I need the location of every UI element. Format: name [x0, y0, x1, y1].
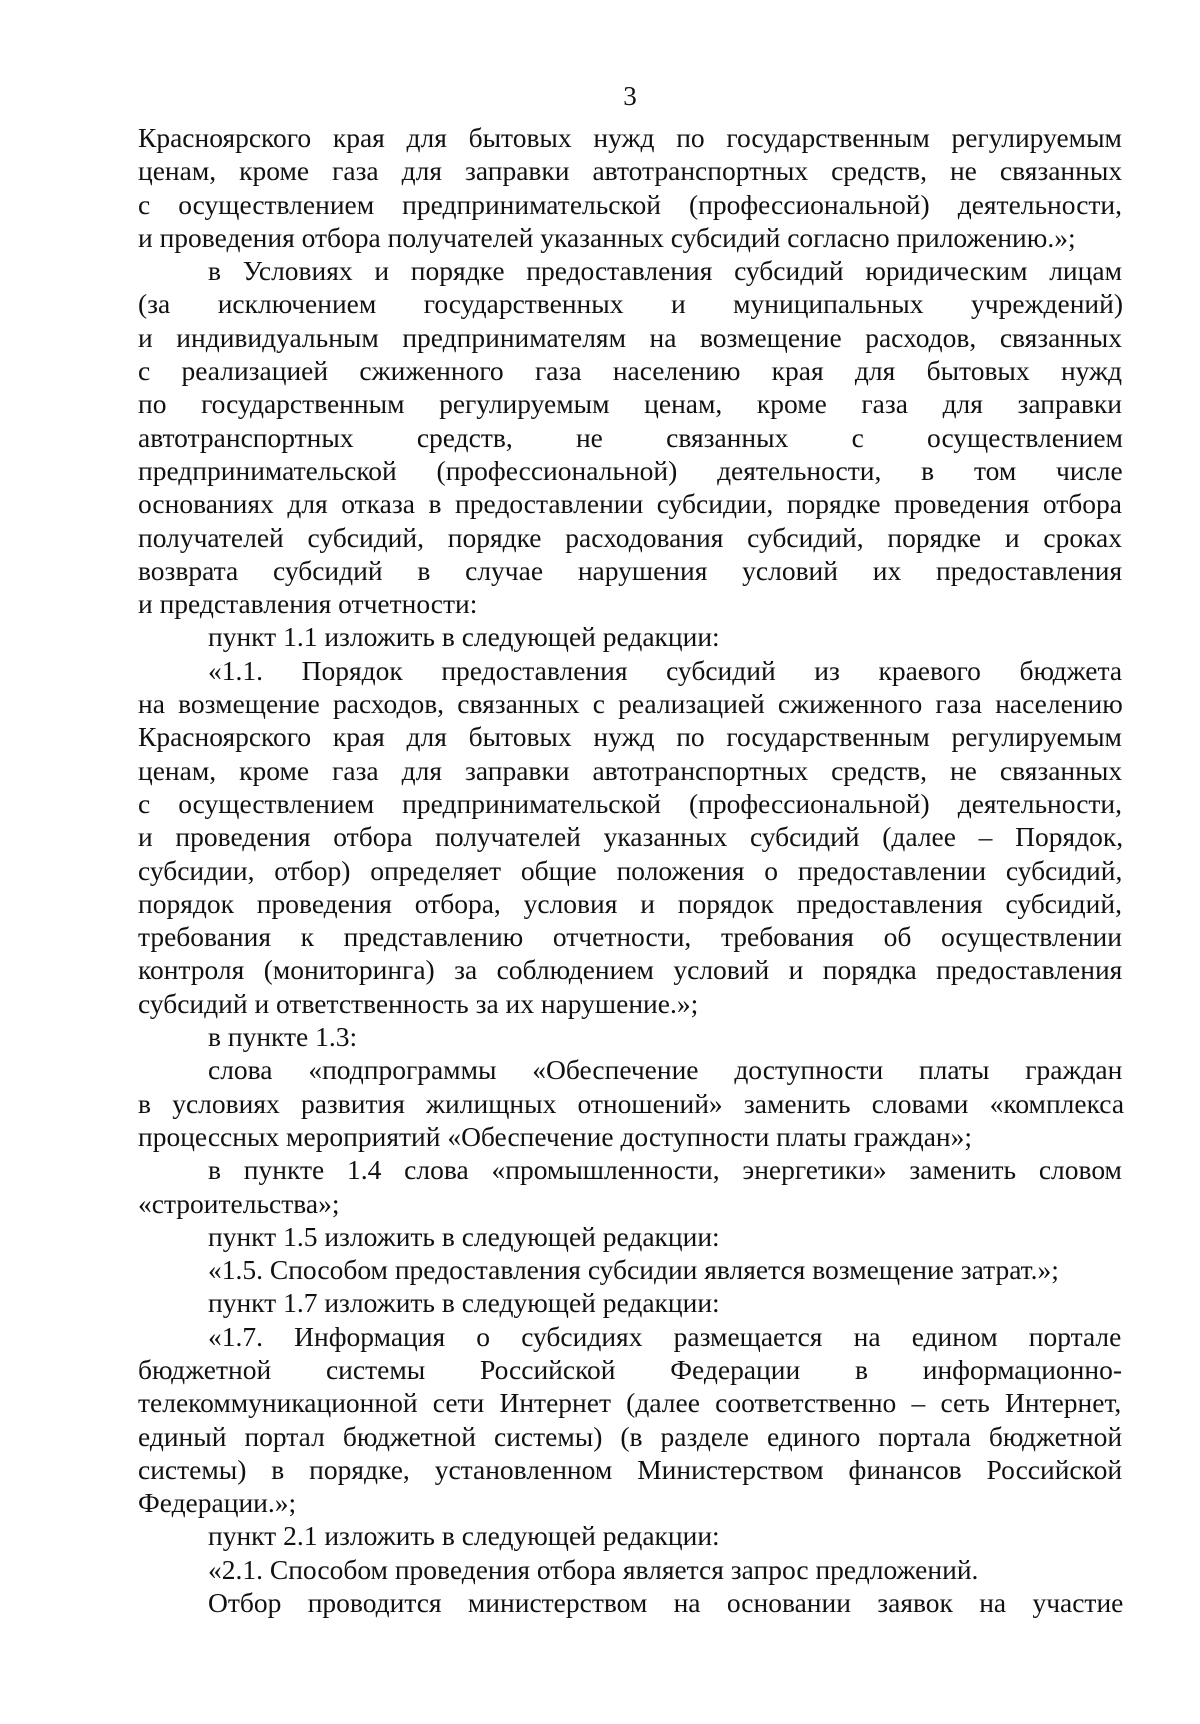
- text-line: и проведения отбора получателей указанных субсидий согласно приложению.»;: [138, 221, 1076, 253]
- text-line: в Условиях и порядке предоставления субсидий юридическим лицам: [208, 255, 1122, 287]
- text-line: «2.1. Способом проведения отбора является запрос предложений.: [208, 1553, 979, 1585]
- text-line: в условиях развития жилищных отношений» заменить словами «комплекса: [138, 1087, 1125, 1119]
- text-line: Красноярского края для бытовых нужд по государственным регулируемым: [138, 122, 1122, 153]
- text-line: «1.7. Информация о субсидиях размещается на едином портале: [208, 1320, 1122, 1352]
- text-line: Федерации.»;: [138, 1487, 297, 1519]
- text-line: и индивидуальным предпринимателям на возмещение расходов, связанных: [138, 321, 1123, 353]
- text-line: Красноярского края для бытовых нужд по государственным регулируемым: [138, 721, 1122, 753]
- text-line: ценам, кроме газа для заправки автотранспортных средств, не связанных: [138, 754, 1123, 786]
- text-line: в пункте 1.4 слова «промышленности, энергетики» заменить словом: [208, 1154, 1122, 1186]
- text-line: в пункте 1.3:: [208, 1021, 358, 1053]
- text-line: с осуществлением предпринимательской (профессиональной) деятельности,: [138, 188, 1123, 220]
- text-line: контроля (мониторинга) за соблюдением условий и порядка предоставления: [138, 954, 1123, 986]
- text-line: пункт 1.7 изложить в следующей редакции:: [208, 1287, 720, 1319]
- text-line: «строительства»;: [138, 1187, 340, 1219]
- text-line: и представления отчетности:: [138, 588, 478, 620]
- text-line: по государственным регулируемым ценам, кроме газа для заправки: [138, 388, 1122, 420]
- text-line: с осуществлением предпринимательской (профессиональной) деятельности,: [138, 787, 1123, 819]
- text-line: пункт 1.1 изложить в следующей редакции:: [208, 621, 720, 653]
- text-line: основаниях для отказа в предоставлении субсидии, порядке проведения отбора: [138, 488, 1122, 520]
- text-line: ценам, кроме газа для заправки автотранспортных средств, не связанных: [138, 155, 1123, 187]
- text-line: Отбор проводится министерством на основании заявок на участие: [208, 1587, 1124, 1619]
- text-line: пункт 1.5 изложить в следующей редакции:: [208, 1220, 720, 1252]
- text-line: «1.5. Способом предоставления субсидии является возмещение затрат.»;: [208, 1254, 1059, 1286]
- text-line: получателей субсидий, порядке расходования субсидий, порядке и сроках: [138, 521, 1122, 553]
- text-line: субсидии, отбор) определяет общие положения о предоставлении субсидий,: [138, 854, 1123, 886]
- text-line: субсидий и ответственность за их нарушение.»;: [138, 987, 699, 1019]
- text-line: предпринимательской (профессиональной) деятельности, в том числе: [138, 454, 1123, 486]
- text-line: бюджетной системы Российской Федерации в информационно-: [138, 1353, 1123, 1385]
- text-line: телекоммуникационной сети Интернет (далее соответственно – сеть Интернет,: [138, 1387, 1122, 1419]
- text-line: «1.1. Порядок предоставления субсидий из краевого бюджета: [208, 654, 1123, 686]
- text-line: единый портал бюджетной системы) (в разделе единого портала бюджетной: [138, 1420, 1123, 1452]
- text-line: возврата субсидий в случае нарушения условий их предоставления: [138, 554, 1123, 586]
- text-line: с реализацией сжиженного газа населению края для бытовых нужд: [138, 355, 1123, 387]
- text-line: пункт 2.1 изложить в следующей редакции:: [208, 1520, 720, 1552]
- text-line: (за исключением государственных и муниципальных учреждений): [138, 288, 1124, 320]
- document-body: [138, 121, 1125, 1619]
- text-line: порядок проведения отбора, условия и порядок предоставления субсидий,: [138, 887, 1122, 919]
- text-line: на возмещение расходов, связанных с реализацией сжиженного газа населению: [138, 688, 1123, 720]
- text-line: автотранспортных средств, не связанных с осуществлением: [138, 421, 1123, 453]
- page-number: 3: [623, 81, 637, 111]
- text-line: системы) в порядке, установленном Министерством финансов Российской: [138, 1453, 1123, 1485]
- text-line: требования к представлению отчетности, требования об осуществлении: [138, 921, 1122, 953]
- text-line: слова «подпрограммы «Обеспечение доступности платы граждан: [208, 1054, 1123, 1086]
- text-line: и проведения отбора получателей указанных субсидий (далее – Порядок,: [138, 821, 1124, 853]
- text-line: процессных мероприятий «Обеспечение доступности платы граждан»;: [138, 1120, 973, 1152]
